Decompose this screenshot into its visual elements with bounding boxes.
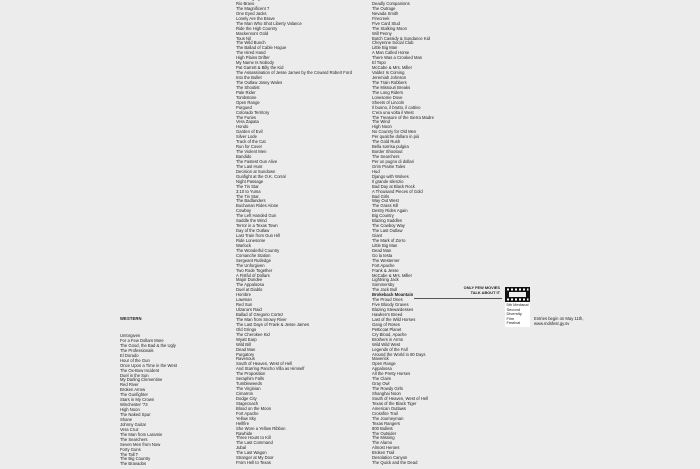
festival-name-line: Film: [506, 315, 515, 321]
film-title: Will Penny: [372, 30, 392, 36]
highlight-annotation: [462, 286, 500, 295]
film-title: Hawken's Breed: [372, 312, 403, 317]
film-title: Red Sun: [236, 302, 253, 308]
annotation-line: TALK ABOUT IT: [470, 289, 500, 295]
film-title: Hud: [372, 168, 380, 174]
film-title: Winchester '73: [120, 402, 148, 408]
film-title: Five Card Stud: [372, 20, 400, 26]
film-title: Major Dundee: [236, 277, 263, 283]
film-title: Saddle the Wind: [236, 218, 267, 224]
film-title: South of Heaven, West of Hell: [236, 361, 293, 367]
film-list-column-1: [120, 334, 190, 469]
film-title: Bandido: [236, 154, 252, 159]
film-title: The Assassination of Jesse James by the Coward Robert Ford: [236, 70, 352, 76]
film-title: Maverick: [372, 356, 389, 362]
film-title: Warlock: [236, 242, 251, 248]
film-title: From Hell to Texas: [236, 460, 271, 466]
film-title: Crossfire Trail: [372, 410, 398, 416]
film-title: Night Passage: [236, 178, 264, 184]
film-title: Pat Garrett & Billy the Kid: [236, 65, 284, 71]
film-title: The Long Riders: [372, 89, 403, 95]
film-title: Stagecoach: [236, 400, 259, 406]
film-title: Blood on the Moon: [236, 405, 272, 411]
film-title: Frank & Jesse: [372, 267, 399, 273]
film-title: Per qualche dollaro in più: [372, 134, 420, 140]
film-title: Petticoat Planet: [372, 326, 402, 332]
film-title: The Rowdy Girls: [372, 386, 403, 392]
film-title: Run for Cover: [236, 144, 263, 150]
film-title: The Searchers: [372, 154, 400, 159]
film-title: Blazing Stewardesses: [372, 307, 414, 313]
film-title: The Mark of Zorro: [372, 237, 406, 243]
film-title: Appaloosa: [372, 366, 392, 372]
film-title: El Topo: [372, 60, 386, 66]
film-title: The Wild Bunch: [236, 40, 266, 46]
film-title: Tumbleweeds: [236, 381, 262, 387]
film-title: The Proposition: [236, 371, 266, 377]
film-title: Ulzana's Raid: [236, 307, 262, 313]
film-title: Comanche Station: [236, 252, 271, 258]
film-title: Bad Girls: [372, 193, 390, 199]
film-title: The Gold Rush: [372, 139, 401, 145]
film-title: Two Rode Together: [236, 267, 273, 273]
film-title: Almost Heroes: [372, 445, 400, 451]
film-title: Go la testa: [372, 252, 393, 258]
film-title: The Badlanders: [236, 198, 266, 204]
film-title: The Man Who Shot Liberty Valance: [236, 20, 302, 26]
film-title: Ride Lonesome: [236, 237, 266, 243]
film-title: The Quick and the Dead: [372, 460, 418, 466]
annotation-line: ONLY FEW MOVIES: [463, 285, 500, 290]
film-title: Into the Bullet: [236, 75, 262, 80]
film-title: The Claim: [372, 376, 392, 382]
festival-name-line: Festival: [506, 320, 521, 325]
film-title: Gang of Roses: [372, 321, 400, 327]
film-title: Fort Apache: [236, 410, 259, 416]
film-title: Hombre: [236, 292, 251, 298]
film-title: Dead Man: [236, 346, 256, 352]
film-title: The Shootist: [236, 84, 260, 90]
film-title: The Last Wagon: [236, 450, 267, 456]
film-title: Lawman: [236, 297, 252, 303]
film-title: South of Heaven, West of Hell: [372, 395, 429, 401]
film-title: The Appaloosa: [236, 282, 264, 288]
film-title: American Outlaws: [372, 405, 406, 411]
film-title: Around the World in 80 Days: [372, 351, 426, 357]
film-title: The Tin Star: [236, 193, 259, 199]
film-title: The Westerner: [372, 257, 400, 263]
film-title: High Noon: [120, 407, 140, 413]
film-title: The Bravados: [120, 461, 147, 467]
film-title: Day of the Outlaw: [236, 228, 270, 234]
film-title: Tombstone: [236, 94, 257, 100]
film-title: Big Country: [372, 213, 394, 219]
film-title: The Alamo: [372, 440, 393, 446]
film-title: And Starring Pancho Villa as Himself: [236, 366, 305, 372]
film-title: Vera Zapata: [236, 119, 259, 125]
film-title: Little Big Man: [372, 242, 398, 248]
film-title: Unforgiven: [120, 334, 141, 338]
film-title: Il grande silenzio: [372, 178, 404, 184]
film-title: The Jack Bull: [372, 287, 398, 293]
film-title: Shanghai Noon: [372, 391, 401, 396]
film-title: Lightning Jack: [372, 277, 399, 283]
film-title: Open Range: [236, 99, 260, 105]
film-title: McCabe & Mrs. Miller: [372, 65, 413, 71]
film-title: A Fistful of Dollars: [236, 272, 270, 278]
film-title: Cheyenne Social Club: [372, 40, 414, 46]
film-title: The Professionals: [120, 347, 154, 353]
film-title: Mackenna's Gold: [236, 30, 269, 36]
film-title: The Missouri Breaks: [372, 84, 411, 90]
film-title: Little Big Man: [372, 45, 398, 51]
film-title: She Wore a Yellow Ribbon: [236, 425, 286, 431]
film-title: Blazing Saddles: [372, 218, 403, 224]
film-title: High Noon: [372, 124, 392, 130]
film-title: The Tin Star: [236, 183, 259, 189]
film-title: The Wonderful Country: [236, 247, 280, 253]
film-title: Giant: [372, 233, 383, 238]
film-title: The Outlaw Josey Wales: [236, 79, 283, 85]
film-title: Ballad of Gregorio Cortez: [236, 312, 284, 317]
film-title: Garden of Evil: [236, 129, 263, 135]
film-title: Rio Bravo: [236, 0, 255, 6]
film-list-column-3: [372, 0, 467, 469]
film-title: The Proud Ones: [372, 297, 403, 303]
film-title: The Virginian: [236, 386, 261, 392]
film-title: The Man from Snowy River: [236, 316, 287, 322]
film-title: Seraphim Falls: [236, 376, 264, 382]
film-title: The Ox-Bow Incident: [120, 367, 160, 373]
film-title: The Last Command: [236, 440, 273, 446]
film-title: Cimarron: [236, 391, 254, 396]
film-title: The Journeyman: [372, 415, 404, 421]
film-title: Grim Prairie Tales: [372, 163, 406, 169]
film-title: Jeremiah Johnson: [372, 75, 407, 80]
film-title: The Unforgiven: [236, 262, 265, 268]
film-title: Three Hours to Kill: [236, 435, 271, 441]
festival-name: [507, 303, 529, 326]
film-strip-icon: [505, 287, 530, 302]
film-title: The Naked Spur: [120, 412, 151, 417]
film-title: The Wind: [372, 119, 390, 125]
film-title: Ravenous: [236, 356, 255, 362]
film-title: My Darling Clementine: [120, 377, 163, 383]
film-title: Stranger at My Door: [236, 455, 274, 461]
film-title: Jubal: [236, 445, 247, 451]
festival-logo: [505, 287, 530, 327]
film-title: The Outrage: [372, 5, 396, 11]
film-title: A Man Called Horse: [372, 50, 410, 56]
film-title: Tous Nil: [236, 35, 251, 41]
film-title: Yellow Sky: [236, 415, 257, 421]
film-title: The Last Outlaw: [372, 228, 403, 234]
film-title: Broken Arrow: [120, 387, 146, 393]
film-title: The Furies: [236, 114, 257, 120]
film-title: Colorado Territory: [236, 109, 270, 115]
film-title: Last of the Wild Horses: [372, 316, 416, 322]
film-title: El Dorado: [120, 352, 139, 358]
film-title: Destry Rides Again: [372, 208, 408, 214]
film-title: Track of the Cat: [236, 139, 266, 145]
film-title: Old Gringo: [236, 326, 257, 332]
film-title: Valdez Is Coming: [372, 70, 405, 76]
film-title: The Hired Hand: [236, 50, 266, 56]
film-title: Sommersby: [372, 282, 395, 288]
film-title: C'era una volta il West: [372, 109, 414, 115]
film-title: The Ballad of Cable Hogue: [236, 45, 287, 51]
film-title: Open Range: [372, 361, 396, 367]
highlight-rule: [414, 298, 502, 299]
film-title: Texas Rangers: [372, 420, 400, 426]
film-title: All the Pretty Horses: [372, 371, 411, 377]
film-title: Gray Owl: [372, 381, 390, 387]
film-title: The Tall T: [120, 451, 139, 457]
film-title: One Eyed Jacks: [236, 10, 267, 16]
film-title: Texas of the Black Tiger: [372, 400, 417, 406]
film-title: Forty Guns: [120, 446, 141, 452]
film-title: Il buono, il brutto, il cattivo: [372, 104, 421, 110]
film-title: Desolation Canyon: [372, 455, 408, 461]
film-title: Buchanan Rides Alone: [236, 203, 279, 209]
film-title: The Train Robbers: [372, 79, 407, 85]
film-title: Nevada Smith: [372, 10, 399, 16]
film-title: McCabe & Mrs. Miller: [372, 272, 413, 278]
film-title: Broken Trail: [372, 450, 395, 456]
film-title: The Good, the Bad & the Ugly: [120, 342, 176, 348]
film-title: The Last Hunt: [236, 163, 263, 169]
entries-url: www.mdsfest.gy.sv: [534, 320, 570, 326]
festival-name-line: Second: [506, 306, 521, 312]
film-title: Way Out West: [372, 198, 399, 204]
film-title: For a Few Dollars More: [120, 337, 164, 343]
film-title: The Fastest Gun Alive: [236, 158, 278, 164]
film-title: Hellfire: [236, 420, 250, 426]
film-title: Terror in a Texas Town: [236, 223, 278, 229]
film-title: Cry Blood, Apache: [372, 331, 407, 337]
film-title: The Violent Men: [236, 149, 267, 155]
film-title: The Man from Laramie: [120, 431, 163, 437]
film-title: The Treasure of the Sierra Madre: [372, 114, 434, 120]
film-title: Pale Rider: [236, 89, 256, 95]
film-title: Border Shootout: [372, 149, 403, 155]
film-title: 3:10 to Yuma: [236, 188, 261, 194]
film-title: Firecreek: [372, 15, 390, 21]
film-title: Sheets of Lincoln: [372, 99, 405, 105]
film-title: The Cowboy Way: [372, 223, 405, 229]
column-header-western: WESTERN: [120, 316, 142, 321]
film-list-column-2: [236, 0, 361, 469]
film-title: Last Train from Gun Hill: [236, 233, 280, 238]
film-title: Duel at Diablo: [236, 287, 263, 293]
entries-date: Entries begin on May 11th,: [534, 316, 584, 321]
film-title: Sergeant Rutledge: [236, 257, 271, 263]
entries-note: [534, 317, 584, 327]
film-title: Wild Wild West: [372, 341, 401, 347]
film-title: Rawhide: [236, 430, 253, 436]
film-title: Hour of the Gun: [120, 357, 150, 363]
film-title: Butch Cassidy & Sundance Kid: [372, 35, 430, 41]
film-title: Lonesome Dove: [372, 94, 403, 100]
film-title: The Big Country: [120, 456, 151, 462]
film-title: Stars in My Crown: [120, 397, 155, 403]
film-title: Shane: [120, 416, 133, 422]
film-title: Ride the High Country: [236, 25, 278, 31]
film-title: The Stalking Moon: [372, 25, 407, 31]
film-title: Red River: [120, 382, 139, 388]
film-title: Wild Bill: [236, 341, 251, 347]
film-title: Once Upon a Time in the West: [120, 362, 177, 368]
film-title: The Gunfighter: [120, 392, 148, 398]
festival-name-line: Diversity: [506, 311, 522, 316]
film-title: The Left Handed Gun: [236, 213, 277, 219]
film-title: Bad Day at Black Rock: [372, 183, 415, 189]
film-title: The Searchers: [120, 436, 148, 442]
film-title: No Country for Old Men: [372, 129, 417, 135]
film-title: Five Bloody Graves: [372, 302, 409, 308]
film-title: Per un pugno di dollari: [372, 158, 414, 164]
film-title: Django with Wolves: [372, 173, 409, 179]
film-title: Seven Men from Now: [120, 441, 161, 447]
film-title: High Plains Drifter: [236, 55, 270, 61]
film-title: Wyatt Earp: [236, 336, 257, 342]
film-title: Duel in the Sun: [120, 372, 149, 378]
film-title: Decision at Sundown: [236, 168, 276, 174]
film-title: Gunfight at the O.K. Corral: [236, 173, 286, 179]
film-title: Brothers in Arms: [372, 336, 403, 342]
film-title: The Magnificent 7: [236, 5, 270, 11]
film-title: Hondo: [236, 124, 249, 130]
film-title: Silver Lode: [236, 134, 257, 140]
film-title: Cowboy: [236, 208, 252, 214]
film-title: Bella sorrisa pulgira: [372, 144, 409, 150]
film-title: Fort Apache: [372, 262, 395, 268]
film-title: Vera Cruz: [120, 426, 139, 432]
film-title: The Cherokee Kid: [236, 331, 270, 337]
film-title: There Was a Crooked Man: [372, 55, 423, 61]
film-title: Purgatory: [236, 351, 255, 357]
film-title: Purgued: [236, 104, 252, 110]
film-title: Legends of the Fall: [372, 346, 408, 352]
film-title: A Thousand Pieces of Gold: [372, 188, 423, 194]
film-title: My Name Is Nobody: [236, 60, 274, 66]
film-title: Lonely Are the Brave: [236, 15, 275, 21]
film-title: Deadly Companions: [372, 0, 410, 6]
film-title: Dodge City: [236, 395, 257, 401]
film-title: 800 Bullets: [372, 425, 393, 431]
film-title: The Last Days of Frank & Jesse James: [236, 321, 310, 327]
film-title: Dead Man: [372, 247, 392, 253]
film-title: The Missing: [372, 435, 395, 441]
festival-name-line: 5th Medanal: [506, 302, 529, 307]
film-title: The Outsider: [372, 430, 397, 436]
film-title: Johnny Guitar: [120, 421, 147, 427]
film-title-highlighted: Brokeback Mountain: [372, 292, 414, 298]
film-title: The Grass Kill: [372, 203, 399, 209]
